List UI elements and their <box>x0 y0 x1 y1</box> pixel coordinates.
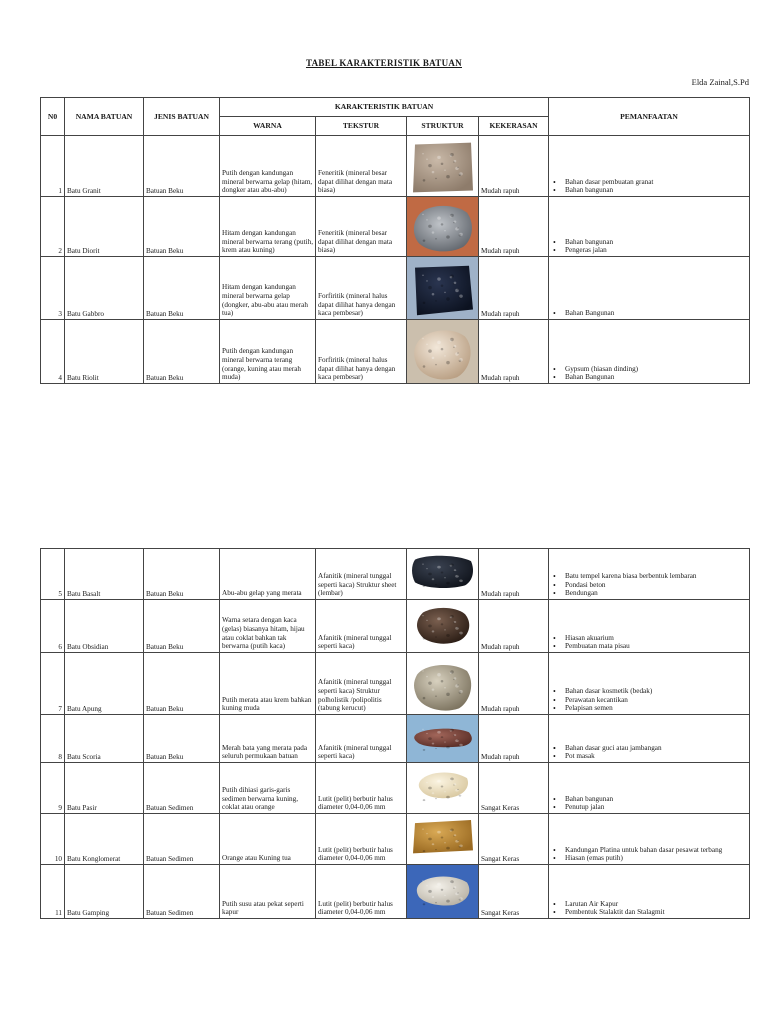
rock-hardness: Mudah rapuh <box>479 136 549 197</box>
rock-table-part-1 <box>40 97 750 384</box>
rock-usage <box>549 653 750 715</box>
row-number: 2 <box>41 197 65 257</box>
rock-hardness: Mudah rapuh <box>479 320 549 384</box>
table-row <box>41 814 750 865</box>
sandstone-photo <box>409 766 477 813</box>
row-number: 9 <box>41 763 65 814</box>
conglomerate-photo <box>409 817 477 864</box>
rock-name: Batu Gabbro <box>65 257 144 320</box>
rock-color-text: Hitam dengan kandungan mineral berwarna terang (putih, krem atau kuning) <box>222 229 314 255</box>
rock-texture-text: Feneritik (mineral besar dapat dilihat dengan mata biasa) <box>318 169 393 195</box>
rock-name: Batu Pasir <box>65 763 144 814</box>
row-number: 11 <box>41 865 65 919</box>
rock-hardness: Mudah rapuh <box>479 257 549 320</box>
row-number: 4 <box>41 320 65 384</box>
rock-type: Batuan Beku <box>144 320 220 384</box>
rhyolite-photo <box>409 323 477 383</box>
usage-item: • Bahan dasar kosmetik (bedak) <box>551 687 747 696</box>
rock-name: Batu Scoria <box>65 715 144 763</box>
usage-item: • Pembuatan mata pisau <box>551 642 747 651</box>
rock-color <box>220 197 316 257</box>
table-row <box>41 715 750 763</box>
usage-item: • Bahan bangunan <box>551 186 747 195</box>
table-row <box>41 600 750 653</box>
header-type: JENIS BATUAN <box>144 98 220 136</box>
rock-texture-text: Afanitik (mineral tunggal seperti kaca) <box>318 633 392 651</box>
rock-texture <box>316 600 407 653</box>
usage-item: • Pelapisan semen <box>551 704 747 713</box>
rock-texture <box>316 197 407 257</box>
rock-texture-text: Forfiritik (mineral halus dapat dilihat hanya dengan kaca pembesar) <box>318 292 396 318</box>
rock-type: Batuan Sedimen <box>144 865 220 919</box>
rock-color <box>220 715 316 763</box>
rock-texture-text: Feneritik (mineral besar dapat dilihat dengan mata biasa) <box>318 229 393 255</box>
rock-color-text: Putih dengan kandungan mineral berwarna gelap (hitam, dongker atau abu-abu) <box>222 169 313 195</box>
rock-structure <box>407 136 479 197</box>
rock-color <box>220 865 316 919</box>
usage-list <box>551 634 747 652</box>
rock-hardness: Mudah rapuh <box>479 600 549 653</box>
usage-list <box>551 238 747 256</box>
rock-hardness: Mudah rapuh <box>479 549 549 600</box>
rock-texture-text: Afanitik (mineral tunggal seperti kaca) <box>318 743 392 761</box>
rock-structure <box>407 814 479 865</box>
usage-item: • Pondasi beton <box>551 581 747 590</box>
rock-color-text: Orange atau Kuning tua <box>222 854 291 863</box>
rock-color <box>220 653 316 715</box>
usage-item: • Perawatan kecantikan <box>551 696 747 705</box>
rock-type: Batuan Beku <box>144 136 220 197</box>
rock-color <box>220 814 316 865</box>
usage-item: • Kandungan Platina untuk bahan dasar pesawat terbang <box>551 846 747 855</box>
pumice-photo <box>409 656 477 714</box>
row-number: 3 <box>41 257 65 320</box>
usage-item: • Bahan bangunan <box>551 795 747 804</box>
usage-item: • Bahan Bangunan <box>551 373 747 382</box>
diorite-photo <box>409 200 477 256</box>
header-texture: TEKSTUR <box>316 117 407 136</box>
table-row <box>41 763 750 814</box>
rock-type: Batuan Sedimen <box>144 763 220 814</box>
usage-item: • Bahan Bangunan <box>551 309 747 318</box>
rock-color-text: Putih susu atau pekat seperti kapur <box>222 899 304 917</box>
header-color: WARNA <box>220 117 316 136</box>
table-row <box>41 197 750 257</box>
usage-item: • Bahan dasar pembuatan granat <box>551 178 747 187</box>
row-number: 5 <box>41 549 65 600</box>
rock-name: Batu Gamping <box>65 865 144 919</box>
rock-texture-text: Afanitik (mineral tunggal seperti kaca) Struktur sheet (lembar) <box>318 572 397 598</box>
rock-type: Batuan Sedimen <box>144 814 220 865</box>
usage-item: • Pot masak <box>551 752 747 761</box>
obsidian-photo <box>409 603 477 652</box>
rock-usage <box>549 320 750 384</box>
rock-color <box>220 257 316 320</box>
rock-usage <box>549 814 750 865</box>
usage-item: • Bahan dasar guci atau jambangan <box>551 744 747 753</box>
limestone-photo <box>409 868 477 918</box>
rock-type: Batuan Beku <box>144 257 220 320</box>
rock-name: Batu Riolit <box>65 320 144 384</box>
usage-item: • Hiasan (emas putih) <box>551 854 747 863</box>
table-row <box>41 653 750 715</box>
author-name: Elda Zainal,S.Pd <box>691 77 749 87</box>
row-number: 8 <box>41 715 65 763</box>
usage-list <box>551 795 747 813</box>
rock-texture <box>316 653 407 715</box>
rock-name: Batu Diorit <box>65 197 144 257</box>
rock-texture-text: Lutit (pelit) berbutir halus diameter 0,04-0,06 mm <box>318 845 393 863</box>
rock-texture <box>316 865 407 919</box>
rock-usage <box>549 865 750 919</box>
row-number: 7 <box>41 653 65 715</box>
rock-structure <box>407 257 479 320</box>
rock-structure <box>407 865 479 919</box>
usage-item: • Batu tempel karena biasa berbentuk lembaran <box>551 572 747 581</box>
rock-hardness: Sangat Keras <box>479 865 549 919</box>
usage-list <box>551 846 747 864</box>
rock-color <box>220 763 316 814</box>
rock-texture <box>316 715 407 763</box>
rock-hardness: Mudah rapuh <box>479 197 549 257</box>
scoria-photo <box>409 718 477 762</box>
usage-list <box>551 309 747 319</box>
table-row <box>41 865 750 919</box>
rock-name: Batu Konglomerat <box>65 814 144 865</box>
rock-type: Batuan Beku <box>144 197 220 257</box>
rock-usage <box>549 715 750 763</box>
usage-list <box>551 365 747 383</box>
rock-name: Batu Obsidian <box>65 600 144 653</box>
rock-usage <box>549 197 750 257</box>
table-row <box>41 549 750 600</box>
rock-color <box>220 320 316 384</box>
rock-usage <box>549 549 750 600</box>
rock-color-text: Merah bata yang merata pada seluruh permukaan batuan <box>222 743 308 761</box>
rock-texture-text: Afanitik (mineral tunggal seperti kaca) Struktur polholistik /polipolitis (tabung kerucut) <box>318 678 392 713</box>
granite-photo <box>409 139 477 196</box>
header-group: KARAKTERISTIK BATUAN <box>220 98 549 117</box>
header-usage: PEMANFAATAN <box>549 98 750 136</box>
rock-hardness: Mudah rapuh <box>479 653 549 715</box>
rock-color <box>220 136 316 197</box>
rock-name: Batu Basalt <box>65 549 144 600</box>
rock-color <box>220 549 316 600</box>
rock-structure <box>407 600 479 653</box>
table-row <box>41 257 750 320</box>
usage-item: • Hiasan akuarium <box>551 634 747 643</box>
rock-structure <box>407 715 479 763</box>
page-title: TABEL KARAKTERISTIK BATUAN <box>305 58 462 68</box>
rock-color-text: Warna setara dengan kaca (gelas) biasanya hitam, hijau atau coklat bahkan tak berwarna (putih kaca) <box>222 616 305 651</box>
header-hardness: KEKERASAN <box>479 117 549 136</box>
rock-type: Batuan Beku <box>144 600 220 653</box>
rock-structure <box>407 197 479 257</box>
rock-texture <box>316 320 407 384</box>
rock-type: Batuan Beku <box>144 653 220 715</box>
row-number: 10 <box>41 814 65 865</box>
usage-list <box>551 572 747 599</box>
rock-texture-text: Lutit (pelit) berbutir halus diameter 0,04-0,06 mm <box>318 794 393 812</box>
rock-color-text: Putih dengan kandungan mineral berwarna terang (orange, kuning atau merah muda) <box>222 347 302 382</box>
rock-usage <box>549 763 750 814</box>
usage-item: • Gypsum (hiasan dinding) <box>551 365 747 374</box>
rock-type: Batuan Beku <box>144 549 220 600</box>
usage-item: • Pengeras jalan <box>551 246 747 255</box>
header-no: N0 <box>41 98 65 136</box>
rock-hardness: Sangat Keras <box>479 763 549 814</box>
rock-structure <box>407 320 479 384</box>
rock-texture <box>316 549 407 600</box>
usage-list <box>551 687 747 714</box>
rock-color <box>220 600 316 653</box>
basalt-photo <box>409 552 477 599</box>
header-name: NAMA BATUAN <box>65 98 144 136</box>
rock-structure <box>407 549 479 600</box>
rock-name: Batu Apung <box>65 653 144 715</box>
row-number: 1 <box>41 136 65 197</box>
usage-item: • Bahan bangunan <box>551 238 747 247</box>
rock-color-text: Abu-abu gelap yang merata <box>222 589 302 598</box>
usage-item: • Larutan Air Kapur <box>551 900 747 909</box>
usage-item: • Bendungan <box>551 589 747 598</box>
usage-item: • Pembentuk Stalaktit dan Stalagmit <box>551 908 747 917</box>
row-number: 6 <box>41 600 65 653</box>
rock-hardness: Sangat Keras <box>479 814 549 865</box>
rock-texture <box>316 136 407 197</box>
rock-usage <box>549 136 750 197</box>
rock-hardness: Mudah rapuh <box>479 715 549 763</box>
gabbro-photo <box>409 260 477 319</box>
usage-item: • Penutup jalan <box>551 803 747 812</box>
rock-usage <box>549 257 750 320</box>
rock-structure <box>407 763 479 814</box>
rock-color-text: Putih merata atau krem bahkan kuning muda <box>222 695 312 713</box>
rock-name: Batu Granit <box>65 136 144 197</box>
rock-color-text: Putih dihiasi garis-garis sedimen berwarna kuning, coklat atau orange <box>222 786 299 812</box>
rock-type: Batuan Beku <box>144 715 220 763</box>
usage-list <box>551 178 747 196</box>
rock-texture <box>316 257 407 320</box>
rock-texture <box>316 814 407 865</box>
table-row <box>41 320 750 384</box>
rock-structure <box>407 653 479 715</box>
rock-usage <box>549 600 750 653</box>
rock-table-part-2 <box>40 548 750 919</box>
rock-texture-text: Forfiritik (mineral halus dapat dilihat hanya dengan kaca pembesar) <box>318 356 396 382</box>
rock-texture <box>316 763 407 814</box>
rock-color-text: Hitam dengan kandungan mineral berwarna gelap (dongker, abu-abu atau merah tua) <box>222 283 308 318</box>
rock-texture-text: Lutit (pelit) berbutir halus diameter 0,04-0,06 mm <box>318 899 393 917</box>
table-row <box>41 136 750 197</box>
usage-list <box>551 744 747 762</box>
header-structure: STRUKTUR <box>407 117 479 136</box>
usage-list <box>551 900 747 918</box>
